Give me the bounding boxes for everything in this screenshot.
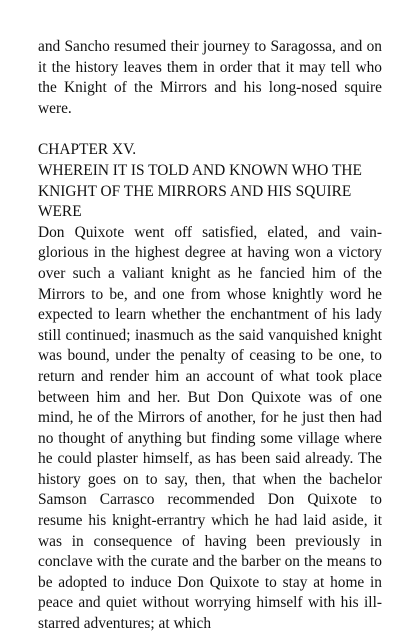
chapter-number: CHAPTER XV. [38, 141, 137, 159]
opening-paragraph: and Sancho resumed their journey to Saragossa, and on it the history leaves them in order that it may tell who the Knight of the Mirrors and his long-nosed squire were. [38, 38, 382, 117]
paragraph-gap [38, 119, 382, 140]
chapter-title: WHEREIN IT IS TOLD AND KNOWN WHO THE KNIGHT OF THE MIRRORS AND HIS SQUIRE WERE [38, 161, 362, 221]
document-page [38, 37, 382, 635]
body-paragraph: Don Quixote went off satisfied, elated, and vain-glorious in the highest degree at having won a victory over such a valiant knight as he fancied him of the Mirrors to be, and one from whose knightly word he expected to learn whether the enchantment of his lady still continued; inasmuch as the said vanquished knight was bound, under the penalty of ceasing to be one, to return and render him an account of what took place between him and her. But Don Quixote was of one mind, he of the Mirrors of another, for he just then had no thought of anything but finding some village where he could plaster himself, as has been said already. The history goes on to say, then, that when the bachelor Samson Carrasco recommended Don Quixote to resume his knight-errantry which he had laid aside, it was in consequence of having been previously in conclave with the curate and the barber on the means to be adopted to induce Don Quixote to stay at home in peace and quiet without worrying himself with his ill-starred adventures; at which [38, 223, 382, 633]
